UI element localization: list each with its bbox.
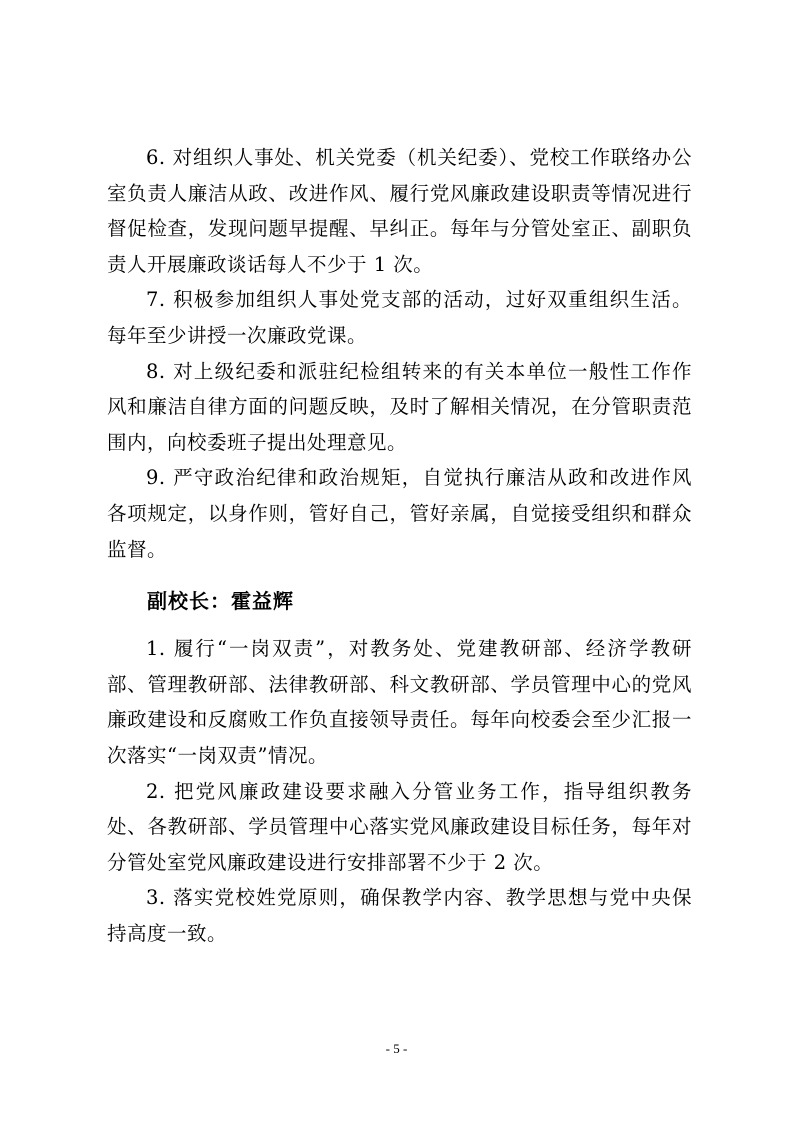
paragraph-item-1: 1. 履行“一岗双责”，对教务处、党建教研部、经济学教研部、管理教研部、法律教研部、科文教研部、学员管理中心的党风廉政建设和反腐败工作负直接领导责任。每年向校委会至少汇报一次落实“一岗双责”情况。 <box>107 637 692 767</box>
paragraph-item-3: 3. 落实党校姓党原则，确保教学内容、教学思想与党中央保持高度一致。 <box>107 886 692 945</box>
paragraph-item-9: 9. 严守政治纪律和政治规矩，自觉执行廉洁从政和改进作风各项规定，以身作则，管好自己，管好亲属，自觉接受组织和群众监督。 <box>107 466 692 561</box>
section-heading-vice-principal: 副校长：霍益辉 <box>147 589 294 614</box>
paragraph-item-7: 7. 积极参加组织人事处党支部的活动，过好双重组织生活。每年至少讲授一次廉政党课。 <box>107 288 692 347</box>
page-number: - 5 - <box>385 1041 408 1056</box>
document-body <box>107 140 692 951</box>
paragraph-item-8: 8. 对上级纪委和派驻纪检组转来的有关本单位一般性工作作风和廉洁自律方面的问题反映，及时了解相关情况，在分管职责范围内，向校委班子提出处理意见。 <box>107 359 692 454</box>
paragraph-item-6: 6. 对组织人事处、机关党委（机关纪委）、党校工作联络办公室负责人廉洁从政、改进作风、履行党风廉政建设职责等情况进行督促检查，发现问题早提醒、早纠正。每年与分管处室正、副职负责人开展廉政谈话每人不少于 1 次。 <box>107 146 692 276</box>
paragraph-item-2: 2. 把党风廉政建设要求融入分管业务工作，指导组织教务处、各教研部、学员管理中心落实党风廉政建设目标任务，每年对分管处室党风廉政建设进行安排部署不少于 2 次。 <box>107 779 692 874</box>
